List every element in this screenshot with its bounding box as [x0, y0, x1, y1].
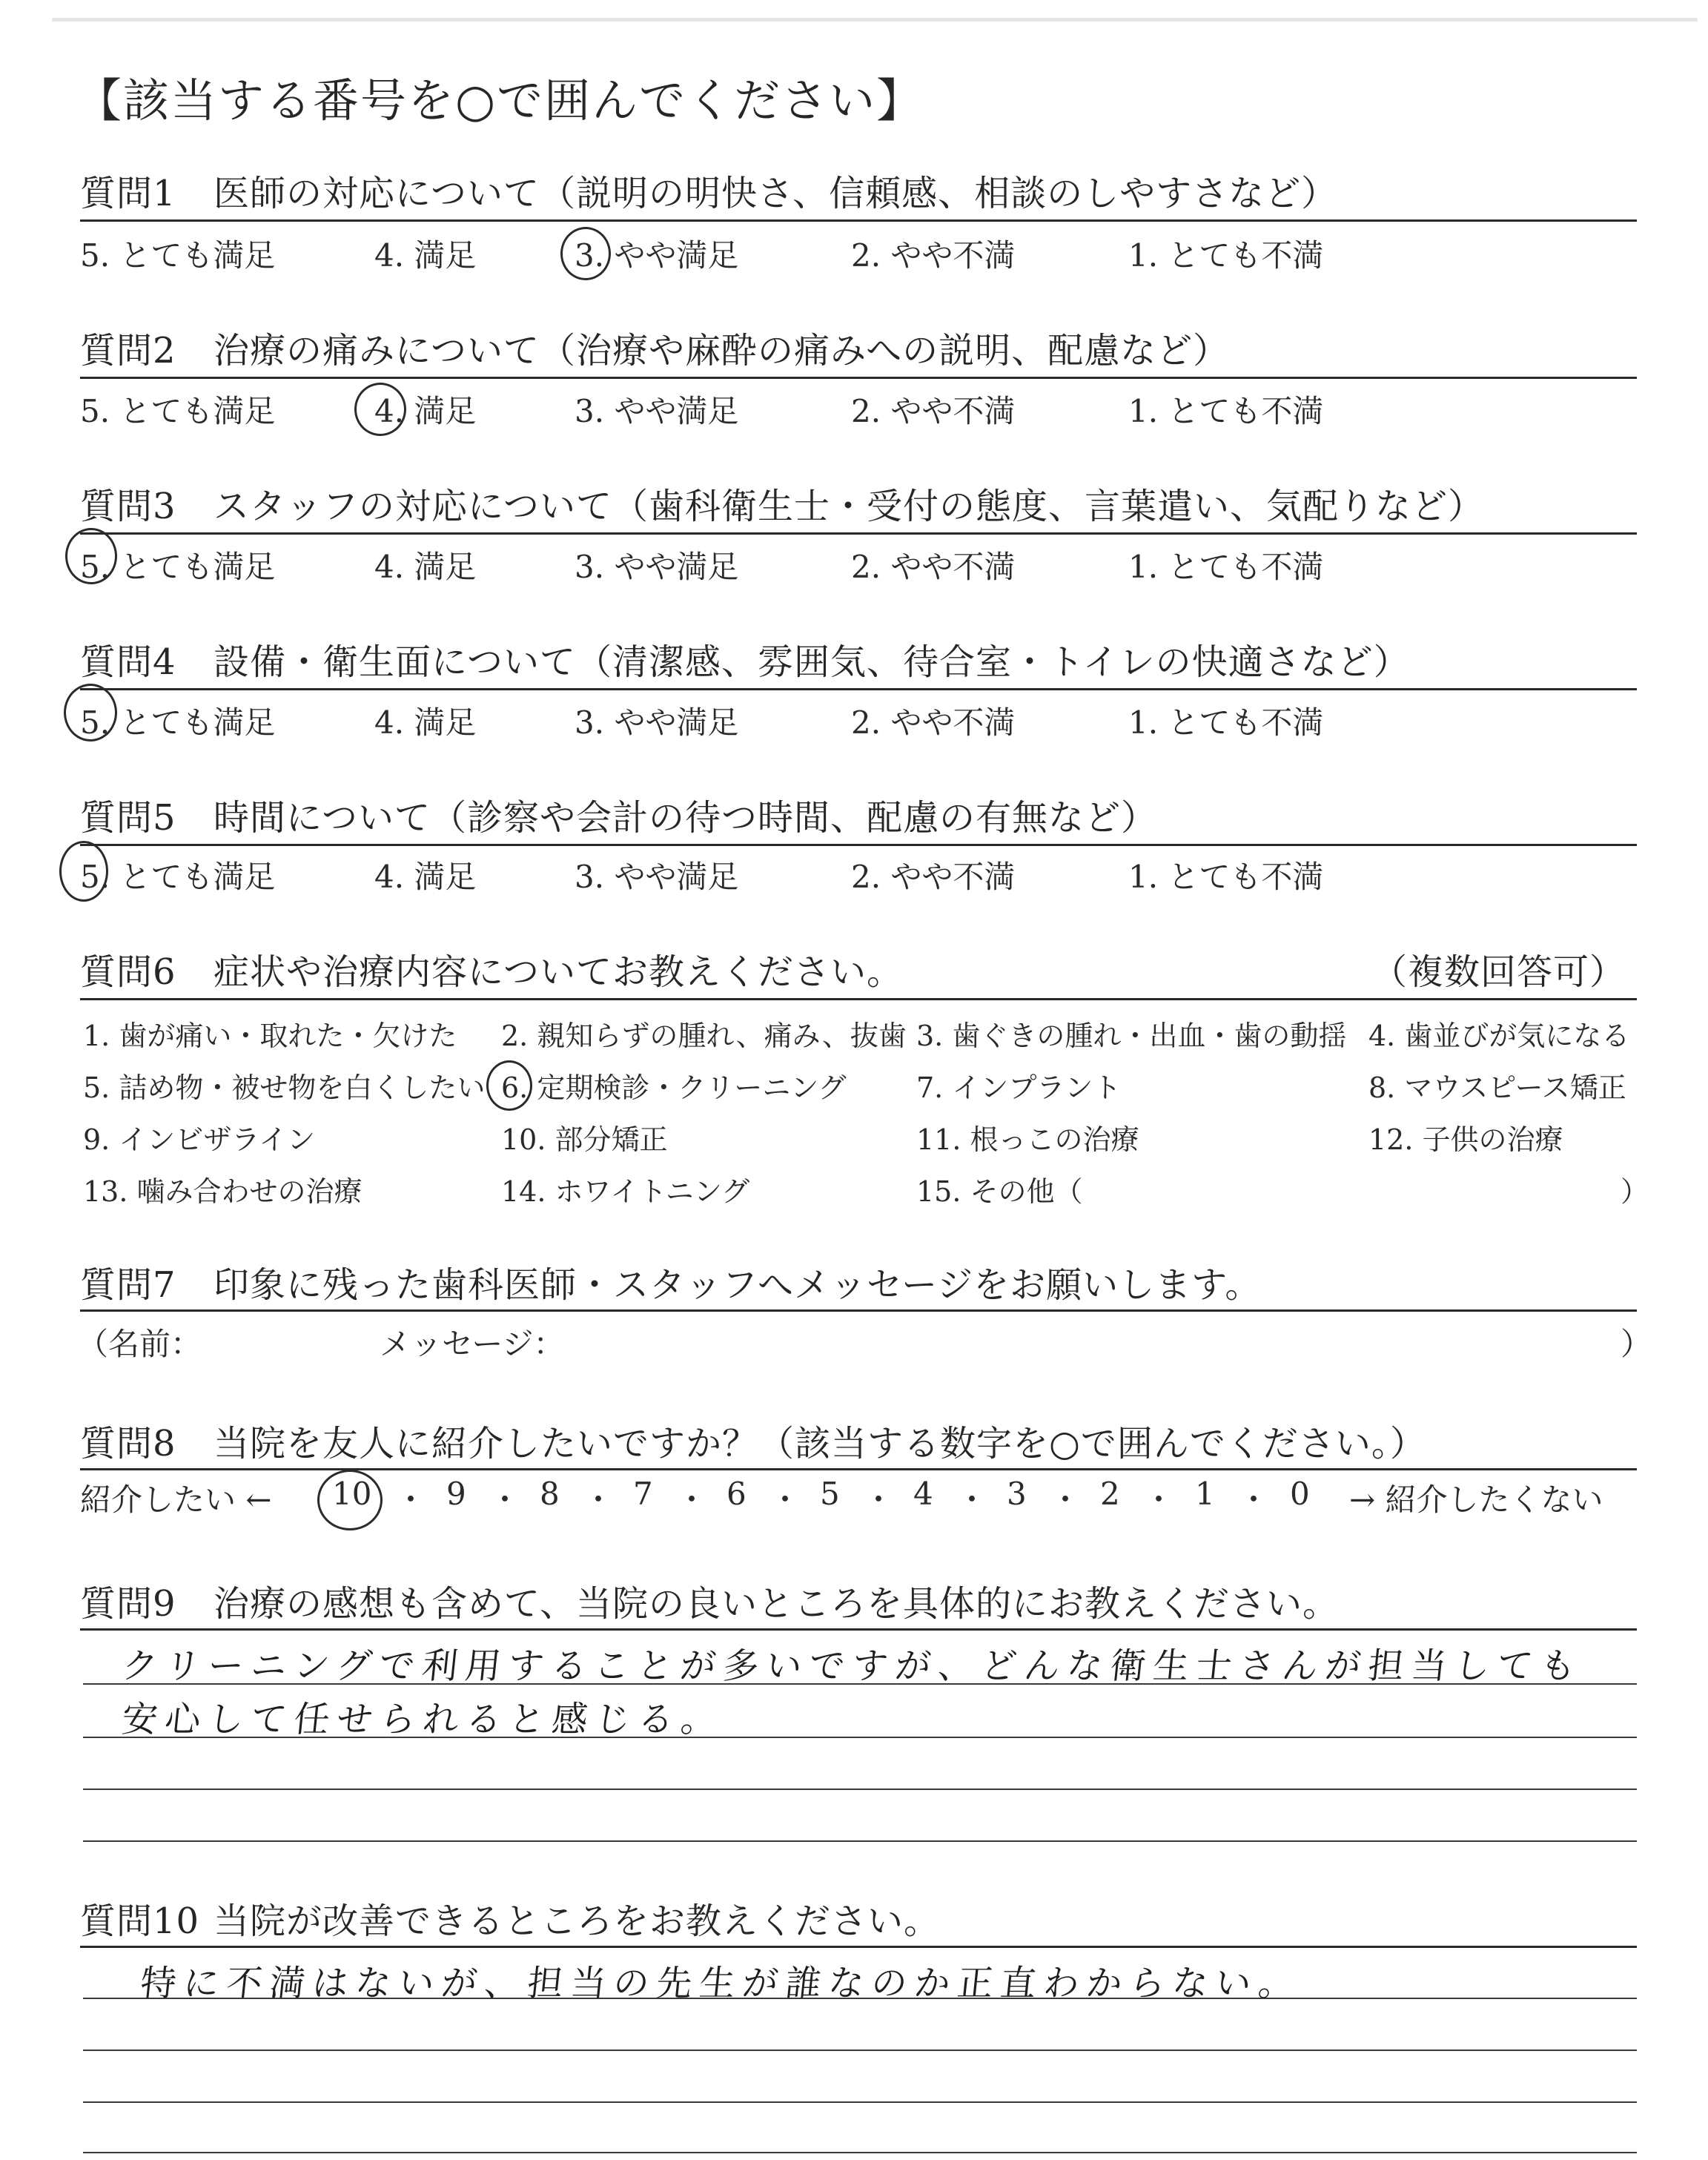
q3-option-5[interactable]: 5. とても満足: [80, 549, 276, 585]
q6-number: 質問6: [80, 951, 176, 993]
q8-separator: ・: [769, 1482, 801, 1518]
q8-score-7[interactable]: 7: [633, 1476, 653, 1512]
q9-rule: [80, 1628, 1637, 1631]
q5-title: [80, 789, 1157, 840]
q3-rule: [80, 532, 1637, 535]
q8-separator: ・: [863, 1482, 895, 1518]
q3-title: [80, 478, 1484, 529]
q1-option-3[interactable]: 3. やや満足: [575, 237, 739, 274]
q8-rule: [80, 1468, 1637, 1470]
q5-selected-circle: [59, 841, 108, 902]
q1-number: 質問1: [80, 173, 176, 214]
q8-separator: ・: [489, 1482, 521, 1518]
q7-close-paren: ）: [1621, 1326, 1652, 1362]
q5-option-4[interactable]: 4. 満足: [374, 859, 477, 895]
q10-number: 質問10: [80, 1900, 200, 1942]
q6-option-8[interactable]: 8. マウスピース矯正: [1368, 1071, 1626, 1104]
q1-option-1[interactable]: 1. とても不満: [1128, 237, 1324, 274]
q6-option-9[interactable]: 9. インビザライン: [83, 1123, 316, 1156]
q3-selected-circle: [65, 528, 117, 584]
q7-message-label: メッセージ：: [380, 1326, 565, 1362]
q1-title: [80, 165, 1337, 216]
q6-text: 症状や治療内容についてお教えください。: [214, 951, 904, 993]
instruction-header: 【該当する番号を○で囲んでください】: [76, 73, 924, 128]
q8-separator: ・: [676, 1482, 708, 1518]
q5-text: 時間について（診察や会計の待つ時間、配慮の有無など）: [214, 797, 1158, 839]
q7-rule: [80, 1309, 1637, 1312]
q10-rule: [80, 1946, 1637, 1948]
q6-title: [80, 943, 903, 994]
q2-rule: [80, 377, 1637, 379]
q8-text: 当院を友人に紹介したいですか？（該当する数字を○で囲んでください。）: [214, 1423, 1426, 1464]
q2-option-2[interactable]: 2. やや不満: [851, 393, 1016, 429]
q4-option-4[interactable]: 4. 満足: [374, 704, 477, 741]
q6-option-12[interactable]: 12. 子供の治療: [1368, 1123, 1563, 1156]
q6-option-13[interactable]: 13. 噛み合わせの治療: [83, 1175, 363, 1208]
q3-option-2[interactable]: 2. やや不満: [851, 549, 1016, 585]
q6-option-15[interactable]: 15. その他（: [916, 1175, 1083, 1208]
q4-rule: [80, 688, 1637, 690]
q3-text: スタッフの対応について（歯科衛生士・受付の態度、言葉遣い、気配りなど）: [214, 486, 1485, 527]
q9-answer-line: [83, 1840, 1637, 1842]
q4-title: [80, 633, 1410, 684]
q5-option-1[interactable]: 1. とても不満: [1128, 859, 1324, 895]
q4-option-2[interactable]: 2. やや不満: [851, 704, 1016, 741]
q4-number: 質問4: [80, 641, 176, 683]
q8-score-9[interactable]: 9: [446, 1476, 466, 1512]
q5-number: 質問5: [80, 797, 176, 839]
q6-option-4[interactable]: 4. 歯並びが気になる: [1368, 1020, 1630, 1052]
q5-option-3[interactable]: 3. やや満足: [575, 859, 739, 895]
q1-text: 医師の対応について（説明の明快さ、信頼感、相談のしやすさなど）: [214, 173, 1338, 214]
q4-option-5[interactable]: 5. とても満足: [80, 704, 276, 741]
q4-text: 設備・衛生面について（清潔感、雰囲気、待合室・トイレの快適さなど）: [214, 641, 1410, 683]
q8-right-label: → 紹介したくない: [1349, 1482, 1603, 1518]
q8-score-6[interactable]: 6: [726, 1476, 747, 1512]
q6-option-3[interactable]: 3. 歯ぐきの腫れ・出血・歯の動揺: [916, 1020, 1347, 1052]
q7-name-label: （名前：: [77, 1326, 202, 1362]
q6-option-7[interactable]: 7. インプラント: [916, 1071, 1122, 1104]
q1-option-5[interactable]: 5. とても満足: [80, 237, 276, 274]
q2-number: 質問2: [80, 330, 176, 371]
q6-option-14[interactable]: 14. ホワイトニング: [501, 1175, 750, 1208]
q1-option-2[interactable]: 2. やや不満: [851, 237, 1016, 274]
q2-text: 治療の痛みについて（治療や麻酔の痛みへの説明、配慮など）: [214, 330, 1230, 371]
q5-option-5[interactable]: 5. とても満足: [80, 859, 276, 895]
q7-text: 印象に残った歯科医師・スタッフへメッセージをお願いします。: [214, 1264, 1262, 1306]
q6-option-1[interactable]: 1. 歯が痛い・取れた・欠けた: [83, 1020, 457, 1052]
q4-option-1[interactable]: 1. とても不満: [1128, 704, 1324, 741]
q10-title: [80, 1892, 940, 1943]
q1-rule: [80, 219, 1637, 222]
q5-option-2[interactable]: 2. やや不満: [851, 859, 1016, 895]
q9-title: [80, 1575, 1339, 1626]
q2-option-1[interactable]: 1. とても不満: [1128, 393, 1324, 429]
q10-text: 当院が改善できるところをお教えください。: [214, 1900, 941, 1942]
q1-selected-circle: [560, 227, 611, 280]
q8-separator: ・: [583, 1482, 615, 1518]
q8-separator: ・: [1143, 1482, 1175, 1518]
q4-option-3[interactable]: 3. やや満足: [575, 704, 739, 741]
q9-answer-line: [83, 1789, 1637, 1790]
q8-title: [80, 1415, 1426, 1466]
q6-other-close-paren: ）: [1621, 1175, 1649, 1208]
q6-rule: [80, 998, 1637, 1000]
q6-option-5[interactable]: 5. 詰め物・被せ物を白くしたい: [83, 1071, 486, 1104]
q10-answer-line: [83, 2152, 1637, 2153]
q8-number: 質問8: [80, 1423, 176, 1464]
q9-handwritten-answer-line-2: 安心して任せられると感じる。: [119, 1699, 726, 1740]
q2-option-3[interactable]: 3. やや満足: [575, 393, 739, 429]
q3-option-4[interactable]: 4. 満足: [374, 549, 477, 585]
q6-selected-circle: [486, 1060, 532, 1111]
q9-handwritten-answer-line-1: クリーニングで利用することが多いですが、どんな衛生士さんが担当しても: [119, 1645, 1586, 1687]
q8-left-label: 紹介したい ←: [80, 1482, 272, 1518]
q3-option-1[interactable]: 1. とても不満: [1128, 549, 1324, 585]
q7-number: 質問7: [80, 1264, 176, 1306]
q10-handwritten-answer-line-1: 特に不満はないが、担当の先生が誰なのか正直わからない。: [138, 1963, 1304, 2004]
q10-answer-line: [83, 2101, 1637, 2103]
q8-score-0[interactable]: 0: [1290, 1476, 1310, 1512]
q8-separator: ・: [1050, 1482, 1082, 1518]
q8-separator: ・: [956, 1482, 988, 1518]
q2-selected-circle: [354, 383, 406, 436]
q6-option-10[interactable]: 10. 部分矯正: [501, 1123, 668, 1156]
q8-separator: ・: [1238, 1482, 1270, 1518]
q6-option-6[interactable]: 6. 定期検診・クリーニング: [501, 1071, 847, 1104]
q1-option-4[interactable]: 4. 満足: [374, 237, 477, 274]
q8-score-8[interactable]: 8: [540, 1476, 560, 1512]
q8-score-3[interactable]: 3: [1007, 1476, 1027, 1512]
q5-rule: [80, 844, 1637, 846]
q8-score-2[interactable]: 2: [1100, 1476, 1120, 1512]
q8-selected-circle: [317, 1470, 383, 1530]
q6-option-11[interactable]: 11. 根っこの治療: [916, 1123, 1139, 1156]
q6-option-2[interactable]: 2. 親知らずの腫れ、痛み、抜歯: [501, 1020, 907, 1052]
q8-score-5[interactable]: 5: [820, 1476, 840, 1512]
q10-answer-line: [83, 2050, 1637, 2051]
q8-separator: ・: [395, 1482, 427, 1518]
q8-score-10[interactable]: 10: [332, 1476, 372, 1512]
q6-note: （複数回答可）: [1371, 951, 1626, 993]
q8-score-4[interactable]: 4: [913, 1476, 933, 1512]
q2-option-4[interactable]: 4. 満足: [374, 393, 477, 429]
q3-option-3[interactable]: 3. やや満足: [575, 549, 739, 585]
q9-number: 質問9: [80, 1583, 176, 1625]
q2-option-5[interactable]: 5. とても満足: [80, 393, 276, 429]
q9-text: 治療の感想も含めて、当院の良いところを具体的にお教えください。: [214, 1583, 1340, 1625]
q8-score-1[interactable]: 1: [1195, 1476, 1215, 1512]
q4-selected-circle: [64, 684, 117, 742]
scan-top-edge: [52, 18, 1698, 22]
q3-number: 質問3: [80, 486, 176, 527]
q7-title: [80, 1256, 1261, 1307]
q2-title: [80, 322, 1229, 373]
